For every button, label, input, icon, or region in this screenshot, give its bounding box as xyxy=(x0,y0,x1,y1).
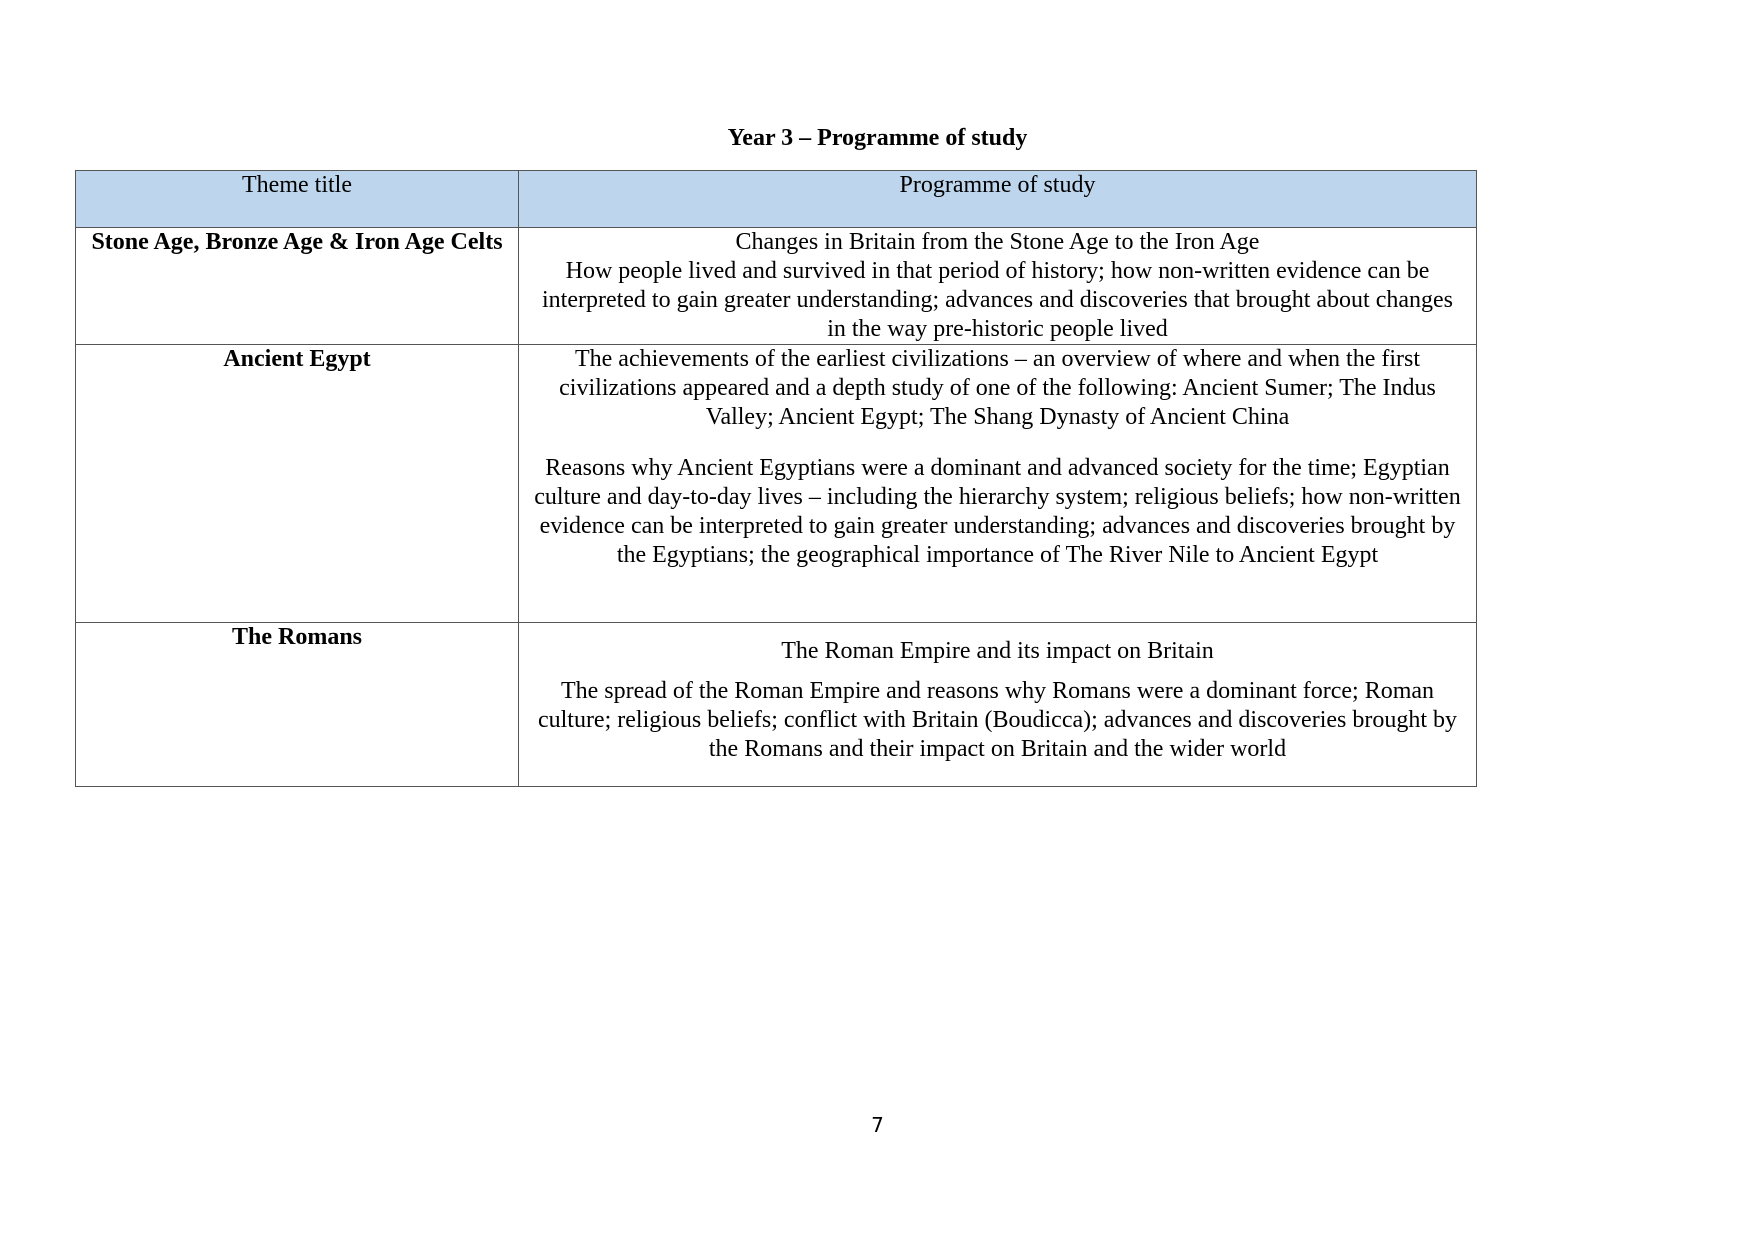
page-title: Year 3 – Programme of study xyxy=(727,125,1028,151)
page-number: 7 xyxy=(871,1113,884,1137)
table-row xyxy=(76,345,1477,623)
programme-paragraph: Reasons why Ancient Egyptians were a dominant and advanced society for the time; Egyptian culture and day-to-day lives – including the hierarchy system; religious beliefs; how non-written evidence can be interpreted to gain greater understanding; advances and discoveries brought by the Egyptians; the geographical importance of The River Nile to Ancient Egypt xyxy=(534,455,1461,568)
programme-of-study-table xyxy=(75,170,1477,787)
programme-paragraph: The spread of the Roman Empire and reasons why Romans were a dominant force; Roman culture; religious beliefs; conflict with Britain (Boudicca); advances and discoveries brought by the Romans and their impact on Britain and the wider world xyxy=(537,678,1458,762)
header-programme-of-study: Programme of study xyxy=(519,171,1477,228)
theme-cell: Stone Age, Bronze Age & Iron Age Celts xyxy=(76,228,519,345)
programme-cell xyxy=(519,623,1477,787)
programme-paragraph: How people lived and survived in that period of history; how non-written evidence can be interpreted to gain greater understanding; advances and discoveries that brought about changes in the way pre-historic people lived xyxy=(541,258,1453,342)
header-theme-title: Theme title xyxy=(76,171,519,228)
programme-cell xyxy=(519,345,1477,623)
table-row xyxy=(76,623,1477,787)
theme-cell: The Romans xyxy=(76,623,519,787)
table-header-row xyxy=(76,171,1477,228)
programme-paragraph: The Roman Empire and its impact on Britain xyxy=(781,638,1214,664)
programme-cell xyxy=(519,228,1477,345)
programme-paragraph: The achievements of the earliest civilizations – an overview of where and when the first civilizations appeared and a depth study of one of the following: Ancient Sumer; The Indus Valley; Ancient Egypt; The Shang Dynasty of Ancient China xyxy=(559,346,1436,430)
theme-cell: Ancient Egypt xyxy=(76,345,519,623)
programme-paragraph: Changes in Britain from the Stone Age to the Iron Age xyxy=(735,229,1260,255)
table-row xyxy=(76,228,1477,345)
